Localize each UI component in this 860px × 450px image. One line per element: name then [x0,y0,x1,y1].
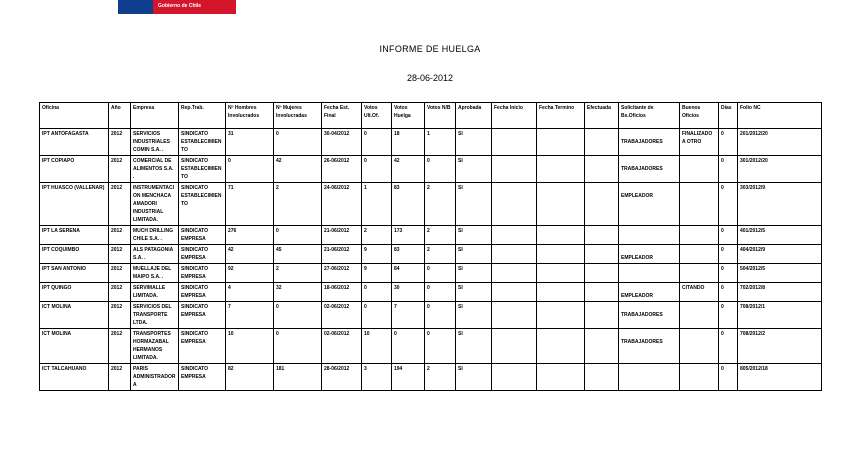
table-cell: SI [456,183,492,226]
table-cell: 83 [392,245,425,264]
table-cell: 0 [425,156,456,183]
table-cell: 0 [719,264,738,283]
table-cell [492,264,537,283]
table-cell: SI [456,264,492,283]
table-cell: 18-06/2012 [322,283,362,302]
table-cell: 0 [274,302,322,329]
table-cell: SERVICIOS DEL TRANSPORTE LTDA. [131,302,179,329]
table-cell: TRABAJADORES [619,302,680,329]
table-cell: 02-06/2012 [322,329,362,364]
table-cell: 18 [392,129,425,156]
table-cell: 42 [274,156,322,183]
table-cell [537,226,585,245]
table-cell [537,329,585,364]
table-cell: 194 [392,364,425,391]
table-cell [680,302,719,329]
table-cell: 9 [362,264,392,283]
table-cell: 2012 [109,129,131,156]
table-cell: SINDICATO EMPRESA [179,264,226,283]
table-cell: 7 [226,302,274,329]
table-cell: 0 [274,129,322,156]
table-row [40,329,822,364]
table-cell [585,183,619,226]
table-cell [492,183,537,226]
table-cell: 2 [425,245,456,264]
table-cell: 45 [274,245,322,264]
table-cell [680,364,719,391]
table-cell: IPT LA SERENA [40,226,109,245]
table-cell: TRABAJADORES [619,129,680,156]
table-cell [537,156,585,183]
table-cell: 0 [719,329,738,364]
table-cell: SERVIMALLE LIMITADA. [131,283,179,302]
table-cell [492,245,537,264]
table-cell: SINDICATO EMPRESA [179,226,226,245]
table-cell: 0 [719,364,738,391]
table-cell: 276 [226,226,274,245]
table-cell: TRABAJADORES [619,329,680,364]
table-cell: 702/2012/8 [738,283,822,302]
table-cell: COMERCIAL DE ALIMENTOS S.A. . [131,156,179,183]
table-cell: 92 [226,264,274,283]
table-cell: ICT MOLINA [40,329,109,364]
table-cell [492,156,537,183]
table-cell: EMPLEADOR [619,283,680,302]
table-cell: 2012 [109,302,131,329]
table-cell: SINDICATO EMPRESA [179,329,226,364]
table-cell: 0 [362,302,392,329]
table-cell: IPT COQUIMBO [40,245,109,264]
table-cell: 0 [425,302,456,329]
table-cell: PARIS ADMINISTRADORA [131,364,179,391]
column-header: Votos N/B [425,103,456,129]
table-cell: 2012 [109,245,131,264]
table-cell [585,245,619,264]
table-cell: 0 [719,245,738,264]
table-cell: 181 [274,364,322,391]
table-row [40,364,822,391]
table-cell: IPT HUASCO (VALLENAR) [40,183,109,226]
table-cell: 42 [392,156,425,183]
table-cell: 9 [362,245,392,264]
table-cell: SI [456,156,492,183]
table-cell: 0 [719,129,738,156]
table-cell: 2012 [109,283,131,302]
table-cell: 401/2012/5 [738,226,822,245]
table-cell [680,183,719,226]
table-row [40,226,822,245]
table-cell: 0 [362,156,392,183]
table-cell: 0 [719,183,738,226]
table-cell: 3 [362,364,392,391]
gobierno-de-chile-logo [118,0,236,17]
column-header: Nº Hombres Involucrados [226,103,274,129]
table-cell [537,245,585,264]
column-header: Fecha Inicio [492,103,537,129]
table-cell: 30-04/2012 [322,129,362,156]
column-header: Días [719,103,738,129]
table-cell: 26-06/2012 [322,156,362,183]
table-row [40,264,822,283]
table-cell: 2 [425,226,456,245]
table-cell [680,156,719,183]
column-header: Rep.Trab. [179,103,226,129]
table-cell [680,329,719,364]
table-cell: SERVICIOS INDUSTRIALES COMIN S.A. . [131,129,179,156]
table-row [40,245,822,264]
table-cell [619,364,680,391]
table-cell [492,129,537,156]
table-cell: CITANDO [680,283,719,302]
table-cell: 0 [719,156,738,183]
table-cell: 0 [719,283,738,302]
table-cell [492,283,537,302]
table-cell: 42 [226,245,274,264]
table-row [40,183,822,226]
table-cell: IPT QUINGO [40,283,109,302]
table-cell [619,226,680,245]
table-cell: 71 [226,183,274,226]
table-cell [680,264,719,283]
table-cell: MUELLAJE DEL MAIPO S.A. . [131,264,179,283]
table-cell [585,329,619,364]
table-cell [492,226,537,245]
column-header: Solicitante de Bs.Oficios [619,103,680,129]
table-cell: 2012 [109,226,131,245]
table-cell: SI [456,245,492,264]
table-cell [619,264,680,283]
logo-blue-block [118,0,153,14]
table-cell: SINDICATO EMPRESA [179,302,226,329]
table-cell: EMPLEADOR [619,183,680,226]
table-cell: ALS PATAGONIA S.A. . [131,245,179,264]
table-cell: 21-06/2012 [322,226,362,245]
table-cell: 1 [362,183,392,226]
table-cell [585,302,619,329]
table-cell [680,245,719,264]
table-cell: 173 [392,226,425,245]
table-cell: 2012 [109,156,131,183]
table-cell: IPT COPIAPO [40,156,109,183]
table-cell: 21-06/2012 [322,245,362,264]
table-cell: 82 [226,364,274,391]
table-cell: SI [456,226,492,245]
table-cell: 0 [392,329,425,364]
table-cell: 301/2012/20 [738,156,822,183]
table-cell: 0 [425,264,456,283]
table-cell: 28-06/2012 [322,364,362,391]
table-cell: 10 [362,329,392,364]
table-cell: SINDICATO EMPRESA [179,245,226,264]
table-cell: 2 [362,226,392,245]
table-cell: 10 [226,329,274,364]
table-cell: 31 [226,129,274,156]
table-cell: 0 [719,302,738,329]
table-cell: 404/2012/9 [738,245,822,264]
table-cell: 0 [425,329,456,364]
column-header: Efectuada [585,103,619,129]
column-header: Folio NC [738,103,822,129]
table-cell: 2 [425,183,456,226]
table-cell: EMPLEADOR [619,245,680,264]
table-cell [537,129,585,156]
table-cell [585,364,619,391]
table-cell: 2 [274,264,322,283]
table-cell [680,226,719,245]
column-header: Oficina [40,103,109,129]
table-cell: ICT MOLINA [40,302,109,329]
column-header: Empresa [131,103,179,129]
table-cell: 32 [274,283,322,302]
table-cell: 83 [392,183,425,226]
table-cell: 201/2012/20 [738,129,822,156]
table-cell: 0 [274,226,322,245]
column-header: Nº Mujeres Involucradas [274,103,322,129]
table-cell: 805/2012/18 [738,364,822,391]
table-cell: SINDICATO EMPRESA [179,283,226,302]
table-cell: ICT TALCAHUANO [40,364,109,391]
table-cell: SI [456,302,492,329]
table-cell [537,364,585,391]
table-cell: SI [456,329,492,364]
report-date: 28-06-2012 [406,73,454,83]
table-cell: 24-06/2012 [322,183,362,226]
report-title: INFORME DE HUELGA [379,44,481,54]
table-cell: 0 [362,283,392,302]
logo-text: Gobierno de Chile [158,3,202,9]
column-header: Fecha Est. Final [322,103,362,129]
table-row [40,156,822,183]
table-cell [537,264,585,283]
table-cell: 0 [362,129,392,156]
table-cell [492,364,537,391]
table-cell [585,264,619,283]
table-cell: 4 [226,283,274,302]
table-cell [585,283,619,302]
table-row [40,129,822,156]
table-cell: 0 [226,156,274,183]
table-cell: 303/2012/9 [738,183,822,226]
table-cell: 2012 [109,329,131,364]
table-cell [492,302,537,329]
table-cell: 02-06/2012 [322,302,362,329]
table-cell: 2012 [109,183,131,226]
table-cell: FINALIZADO A OTRO [680,129,719,156]
table-cell: IPT ANTOFAGASTA [40,129,109,156]
table-cell: 30 [392,283,425,302]
table-cell: SI [456,364,492,391]
table-cell: 27-06/2012 [322,264,362,283]
table-cell [585,156,619,183]
table-header-row [40,103,822,129]
table-cell: 0 [425,283,456,302]
column-header: Fecha Termino [537,103,585,129]
table-cell: 84 [392,264,425,283]
table-cell: SI [456,129,492,156]
strike-report-table [39,102,822,391]
table-cell: 2 [425,364,456,391]
table-cell: MUCH DRILLING CHILE S.A. . [131,226,179,245]
table-cell: SINDICATO ESTABLECIMIENTO [179,183,226,226]
table-cell: 7 [392,302,425,329]
table-row [40,283,822,302]
table-cell: TRANSPORTES HORMAZABAL HERMANOS LIMITADA. [131,329,179,364]
table-cell: 2012 [109,264,131,283]
table-cell: 0 [719,226,738,245]
table-cell: IPT SAN ANTONIO [40,264,109,283]
column-header: Votos Huelga [392,103,425,129]
table-cell: TRABAJADORES [619,156,680,183]
table-cell: SINDICATO ESTABLECIMIENTO [179,156,226,183]
table-cell [585,129,619,156]
table-row [40,302,822,329]
table-cell: SINDICATO ESTABLECIMIENTO [179,129,226,156]
table-cell: 708/2012/1 [738,302,822,329]
table-cell: INSTRUMENTACION MENCHACA AMADORI INDUSTRIAL LIMITADA. [131,183,179,226]
table-cell: 504/2012/5 [738,264,822,283]
table-cell [537,283,585,302]
table-cell: 708/2012/2 [738,329,822,364]
table-cell: 2 [274,183,322,226]
table-cell [585,226,619,245]
table-cell: 2012 [109,364,131,391]
column-header: Aprobada [456,103,492,129]
column-header: Año [109,103,131,129]
table-cell: 1 [425,129,456,156]
table-cell: SI [456,283,492,302]
table-cell [537,183,585,226]
table-cell: SINDICATO EMPRESA [179,364,226,391]
table-cell [537,302,585,329]
table-cell [492,329,537,364]
column-header: Buenos Oficios [680,103,719,129]
table-cell: 0 [274,329,322,364]
column-header: Votos Ult.Of. [362,103,392,129]
